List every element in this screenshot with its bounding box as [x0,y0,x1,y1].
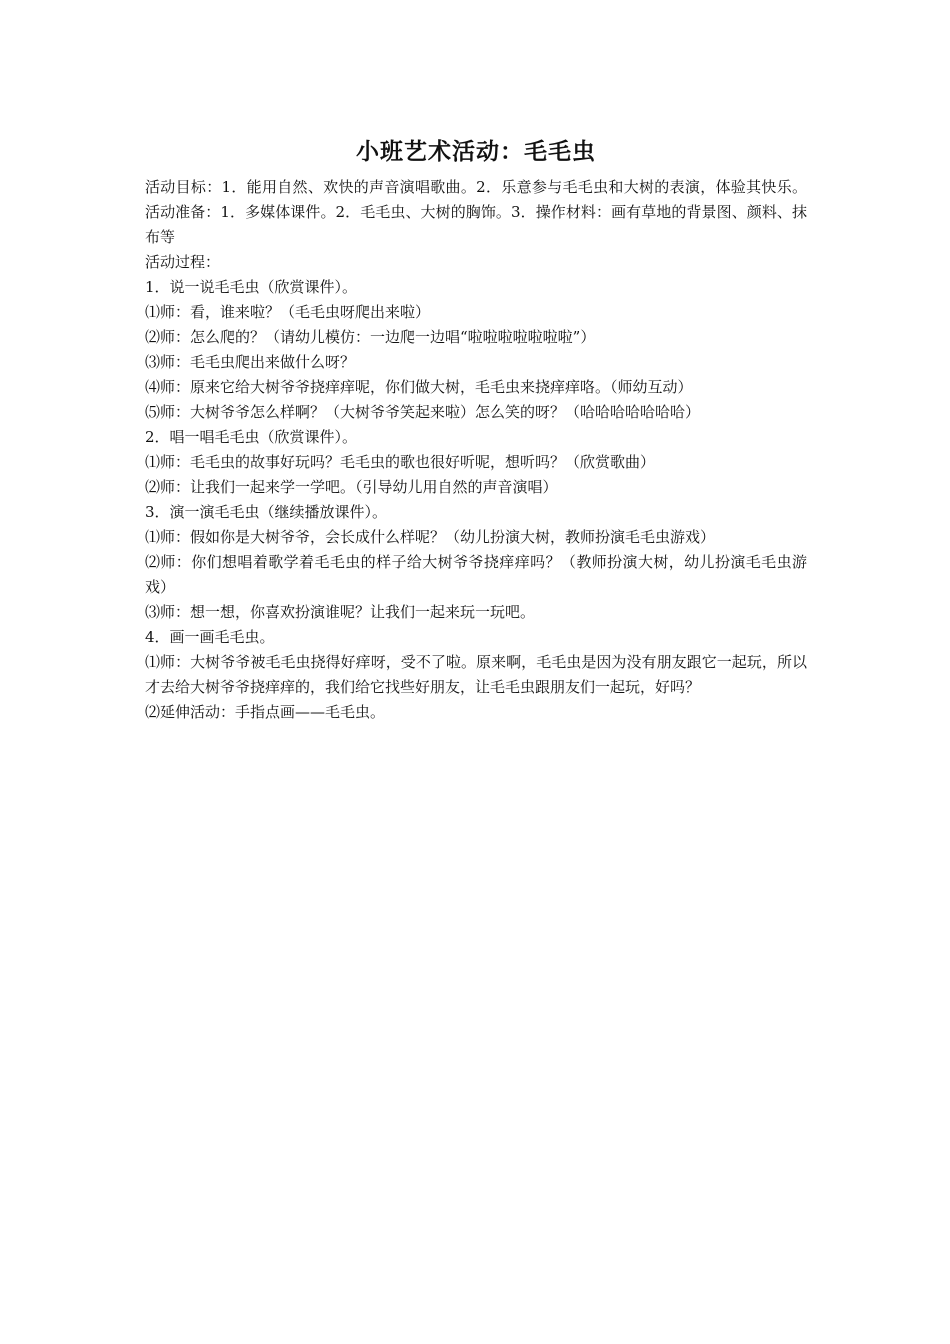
paragraph-goals: 活动目标：1．能用自然、欢快的声音演唱歌曲。2．乐意参与毛毛虫和大树的表演，体验其快乐。活动准备：1．多媒体课件。2．毛毛虫、大树的胸饰。3．操作材料：画有草地的背景图、颜料、抹布等 [145,178,807,246]
paragraph-1-2: ⑵师：怎么爬的？（请幼儿模仿：一边爬一边唱“啦啦啦啦啦啦啦”） [145,328,596,346]
paragraph-1-4: ⑷师：原来它给大树爷爷挠痒痒呢，你们做大树，毛毛虫来挠痒痒咯。（师幼互动） [145,378,693,396]
paragraph-section-2: 2．唱一唱毛毛虫（欣赏课件）。 [145,428,358,446]
paragraph-1-3: ⑶师：毛毛虫爬出来做什么呀？ [145,353,356,371]
paragraph-3-3: ⑶师：想一想，你喜欢扮演谁呢？让我们一起来玩一玩吧。 [145,603,536,621]
paragraph-4-1: ⑴师：大树爷爷被毛毛虫挠得好痒呀，受不了啦。原来啊，毛毛虫是因为没有朋友跟它一起玩，所以才去给大树爷爷挠痒痒的，我们给它找些好朋友，让毛毛虫跟朋友们一起玩，好吗？ [145,653,807,696]
paragraph-section-4: 4．画一画毛毛虫。 [145,628,275,646]
paragraph-process-heading: 活动过程： [145,253,221,271]
document-title: 小班艺术活动：毛毛虫 [356,139,596,165]
paragraph-2-2: ⑵师：让我们一起来学一学吧。（引导幼儿用自然的声音演唱） [145,478,558,496]
paragraph-1-5: ⑸师：大树爷爷怎么样啊？（大树爷爷笑起来啦）怎么笑的呀？（哈哈哈哈哈哈哈） [145,403,701,421]
paragraph-3-1: ⑴师：假如你是大树爷爷，会长成什么样呢？（幼儿扮演大树，教师扮演毛毛虫游戏） [145,528,716,546]
paragraph-1-1: ⑴师：看，谁来啦？（毛毛虫呀爬出来啦） [145,303,431,321]
paragraph-3-2: ⑵师：你们想唱着歌学着毛毛虫的样子给大树爷爷挠痒痒吗？（教师扮演大树，幼儿扮演毛毛虫游戏） [145,553,807,596]
paragraph-4-2: ⑵延伸活动：手指点画——毛毛虫。 [145,703,386,721]
paragraph-section-1: 1．说一说毛毛虫（欣赏课件）。 [145,278,358,296]
paragraph-2-1: ⑴师：毛毛虫的故事好玩吗？毛毛虫的歌也很好听呢，想听吗？（欣赏歌曲） [145,453,656,471]
paragraph-section-3: 3．演一演毛毛虫（继续播放课件）。 [145,503,388,521]
document-body [145,135,807,725]
